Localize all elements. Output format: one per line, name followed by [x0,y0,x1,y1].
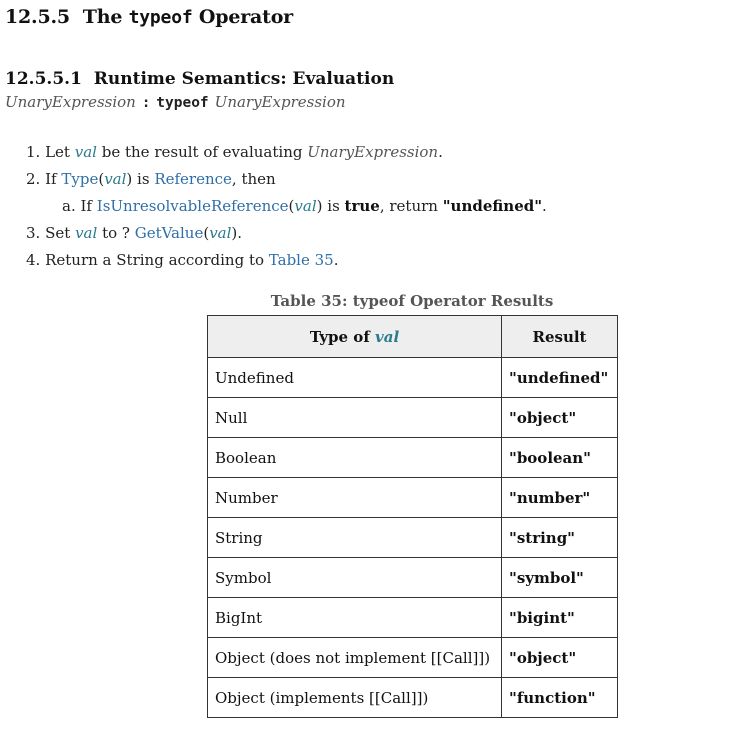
title-suffix: Operator [198,6,293,28]
step-2 [26,166,547,193]
table-row [208,598,618,638]
link-table-35[interactable]: Table 35 [268,251,334,269]
step-text: . [333,251,339,269]
variable-val[interactable]: val [75,224,98,242]
step-text: is [327,197,340,215]
table-header-row [208,316,618,358]
result-cell: "string" [502,518,618,558]
type-cell: Symbol [208,558,502,598]
step-number: 3. [26,224,41,242]
step-text: to ? [102,224,130,242]
step-number: a. [62,197,76,215]
table-row [208,558,618,598]
value-true: true [344,197,380,215]
paren: ( [288,197,295,215]
link-getvalue[interactable]: GetValue [134,224,204,242]
step-text: . [542,197,547,215]
algorithm-steps [26,139,547,274]
subsection-heading [5,69,394,89]
grammar-rhs: UnaryExpression [214,93,346,111]
paren: ( [98,170,105,188]
step-text: Set [45,224,71,242]
variable-val[interactable]: val [209,224,232,242]
type-cell: Object (implements [[Call]]) [208,678,502,718]
paren: ) [126,170,133,188]
type-cell: Boolean [208,438,502,478]
paren: ( [203,224,210,242]
grammar-production [5,93,346,111]
step-4 [26,247,547,274]
variable-val[interactable]: val [104,170,127,188]
result-cell: "number" [502,478,618,518]
header-result: Result [502,316,618,358]
header-type-label: Type of [309,327,370,346]
step-text: Return a String according to [45,251,264,269]
step-number: 2. [26,170,41,188]
table-caption: Table 35: typeof Operator Results [270,292,554,310]
step-text: . [438,143,443,161]
grammar-keyword: typeof [156,95,209,111]
table-row [208,518,618,558]
step-number: 4. [26,251,41,269]
value-undefined: "undefined" [442,197,543,215]
link-reference[interactable]: Reference [154,170,232,188]
grammar-lhs: UnaryExpression [5,93,136,111]
subsection-title: Runtime Semantics: Evaluation [93,69,395,89]
paren: ) [316,197,323,215]
table-row [208,438,618,478]
result-cell: "undefined" [502,358,618,398]
table-row [208,638,618,678]
type-cell: BigInt [208,598,502,638]
variable-val[interactable]: val [74,143,97,161]
step-3 [26,220,547,247]
step-text: If [80,197,92,215]
type-cell: String [208,518,502,558]
result-cell: "symbol" [502,558,618,598]
result-cell: "boolean" [502,438,618,478]
table-row [208,478,618,518]
typeof-results-table [207,315,618,718]
grammar-colon: : [141,95,151,111]
type-cell: Object (does not implement [[Call]]) [208,638,502,678]
variable-val[interactable]: val [375,327,400,346]
type-cell: Undefined [208,358,502,398]
step-text: be the result of evaluating [101,143,303,161]
title-code: typeof [128,7,193,28]
link-type[interactable]: Type [61,170,99,188]
variable-val[interactable]: val [294,197,317,215]
link-isunresolvablereference[interactable]: IsUnresolvableReference [96,197,289,215]
type-cell: Null [208,398,502,438]
step-text: If [45,170,57,188]
step-text: Let [45,143,70,161]
table-row [208,358,618,398]
table-row [208,398,618,438]
step-text: , then [231,170,276,188]
section-number: 12.5.5 [5,6,70,28]
step-1 [26,139,547,166]
subsection-number: 12.5.5.1 [5,69,82,89]
nonterminal: UnaryExpression [307,143,439,161]
step-text: is [137,170,150,188]
title-prefix: The [82,6,123,28]
table-row [208,678,618,718]
result-cell: "bigint" [502,598,618,638]
type-cell: Number [208,478,502,518]
result-cell: "object" [502,638,618,678]
result-cell: "function" [502,678,618,718]
step-text: , return [379,197,438,215]
section-heading [5,6,293,28]
paren: ). [231,224,243,242]
step-2a [26,193,547,220]
step-number: 1. [26,143,41,161]
result-cell: "object" [502,398,618,438]
header-type [208,316,502,358]
